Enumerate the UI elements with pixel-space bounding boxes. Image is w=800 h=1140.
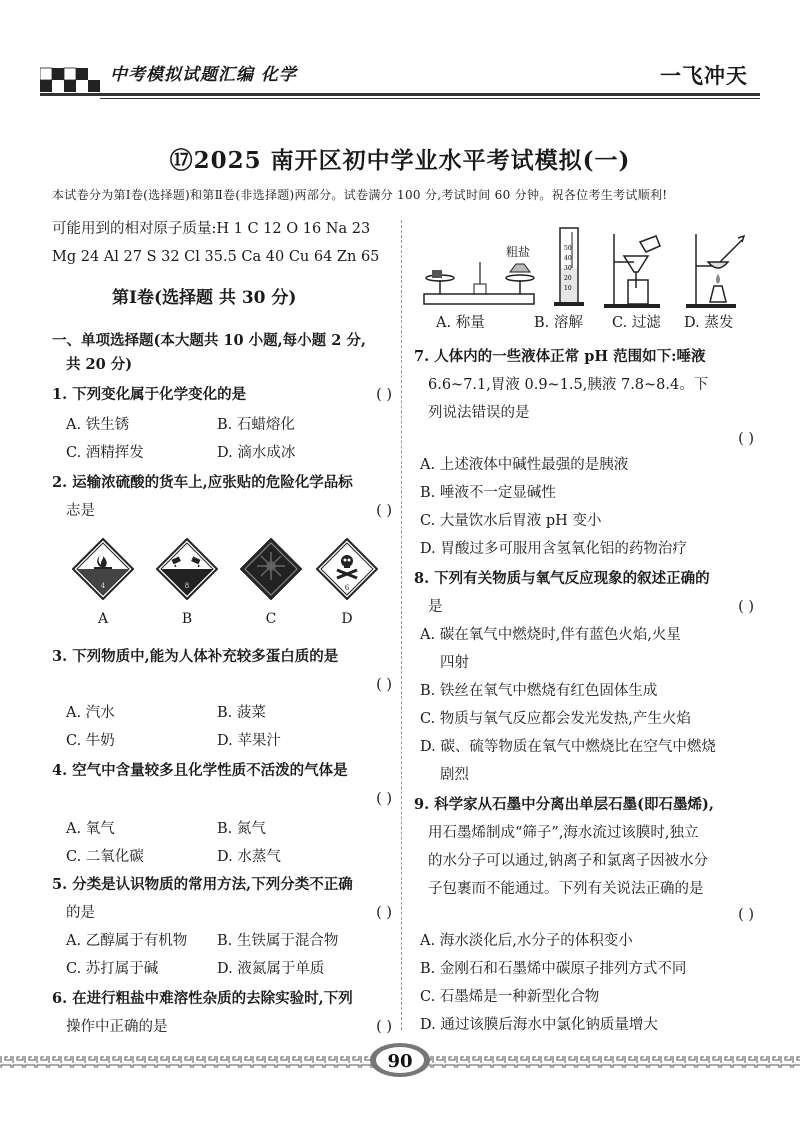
q6-option-d: D. 蒸发 — [684, 315, 734, 331]
q8-option-a-line-1: A. 碳在氧气中燃烧时,伴有蓝色火焰,火星 — [420, 627, 681, 643]
q5-stem-line-2: 的是 — [66, 905, 95, 921]
q2-stem-line-1: 2. 运输浓硫酸的货车上,应张贴的危险化学品标 — [52, 474, 353, 491]
q1-option-a: A. 铁生锈 — [66, 417, 130, 433]
filtration-setup-icon — [604, 234, 660, 308]
q9-answer-bracket: ( ) — [738, 907, 754, 923]
q2-stem-line-2: 志是 — [66, 503, 95, 519]
q8-option-d-line-2: 剧烈 — [440, 767, 469, 783]
q6-answer-bracket: ( ) — [376, 1019, 392, 1035]
q5-stem-line-1: 5. 分类是认识物质的常用方法,下列分类不正确 — [52, 876, 353, 893]
exam-intro: 本试卷分为第Ⅰ卷(选择题)和第Ⅱ卷(非选择题)两部分。试卷满分 100 分,考试时间 60 分钟。祝各位考生考试顺利! — [52, 188, 668, 202]
q4-option-c: C. 二氧化碳 — [66, 849, 144, 865]
q3-option-b: B. 菠菜 — [217, 705, 266, 721]
q3-stem: 3. 下列物质中,能为人体补充较多蛋白质的是 — [52, 648, 339, 665]
q8-option-d-line-1: D. 碳、硫等物质在氧气中燃烧比在空气中燃烧 — [420, 739, 716, 755]
q9-stem-line-2: 用石墨烯制成“筛子”,海水流过该膜时,独立 — [428, 825, 699, 841]
header-rule — [40, 93, 760, 96]
header-logo: 一飞冲天 — [660, 64, 748, 88]
evaporation-setup-icon — [686, 234, 744, 308]
explosive-hazard-sign-icon — [240, 538, 302, 600]
salt-label: 粗盐 — [506, 245, 531, 259]
sign-b-number: 8 — [184, 582, 190, 590]
balance-icon — [424, 262, 534, 304]
q3-answer-bracket: ( ) — [376, 677, 392, 693]
q7-option-a: A. 上述液体中碱性最强的是胰液 — [420, 457, 629, 473]
q5-answer-bracket: ( ) — [376, 905, 392, 921]
q6-stem-line-2: 操作中正确的是 — [66, 1019, 168, 1035]
q9-stem-line-4: 子包裹而不能通过。下列有关说法正确的是 — [428, 881, 704, 897]
q4-option-a: A. 氧气 — [66, 821, 115, 837]
q9-stem-line-1: 9. 科学家从石墨中分离出单层石墨(即石墨烯), — [414, 796, 714, 813]
q2-label-b: B — [181, 611, 193, 627]
toxic-hazard-sign-icon — [316, 538, 378, 600]
q1-option-c: C. 酒精挥发 — [66, 445, 144, 461]
column-divider — [401, 220, 402, 1030]
atomic-mass-line-1: 可能用到的相对原子质量:H 1 C 12 O 16 Na 23 — [52, 221, 371, 237]
q8-option-a-line-2: 四射 — [440, 655, 469, 671]
q6-option-c: C. 过滤 — [612, 315, 661, 331]
q5-option-c: C. 苏打属于碱 — [66, 961, 159, 977]
q5-option-a: A. 乙醇属于有机物 — [66, 933, 188, 949]
svg-text:10: 10 — [564, 285, 572, 292]
q8-stem-line-1: 8. 下列有关物质与氧气反应现象的叙述正确的 — [414, 570, 710, 587]
q8-answer-bracket: ( ) — [738, 599, 754, 615]
sign-d-number: 6 — [344, 584, 350, 592]
q6-stem-line-1: 6. 在进行粗盐中难溶性杂质的去除实验时,下列 — [52, 990, 353, 1007]
svg-text:30: 30 — [564, 265, 572, 272]
q7-stem-line-1: 7. 人体内的一些液体正常 pH 范围如下:唾液 — [414, 348, 706, 365]
q2-label-d: D — [341, 611, 353, 627]
header-rule-thin — [100, 98, 760, 99]
q5-option-b: B. 生铁属于混合物 — [217, 933, 339, 949]
q2-answer-bracket: ( ) — [376, 503, 392, 519]
q9-option-d: D. 通过该膜后海水中氯化钠质量增大 — [420, 1017, 658, 1033]
q4-answer-bracket: ( ) — [376, 791, 392, 807]
q4-stem: 4. 空气中含量较多且化学性质不活泼的气体是 — [52, 762, 348, 779]
q5-option-d: D. 液氮属于单质 — [217, 961, 325, 977]
corrosive-hazard-sign-icon — [156, 538, 218, 600]
q9-option-c: C. 石墨烯是一种新型化合物 — [420, 989, 600, 1005]
q3-option-d: D. 苹果汁 — [217, 733, 281, 749]
flammable-solid-hazard-sign-icon — [72, 538, 134, 600]
q6-option-a: A. 称量 — [436, 315, 485, 331]
q7-option-d: D. 胃酸过多可服用含氢氧化铝的药物治疗 — [420, 541, 687, 557]
section-1-title: 第Ⅰ卷(选择题 共 30 分) — [112, 288, 297, 308]
q4-option-d: D. 水蒸气 — [217, 849, 281, 865]
q1-option-d: D. 滴水成冰 — [217, 445, 296, 461]
q2-label-a: A — [97, 611, 109, 627]
part-1-heading-line-1: 一、单项选择题(本大题共 10 小题,每小题 2 分, — [52, 332, 366, 349]
q6-option-b: B. 溶解 — [534, 315, 583, 331]
header-checker-pattern-icon — [40, 60, 100, 96]
sign-a-number: 4 — [100, 582, 106, 590]
q1-stem: 1. 下列变化属于化学变化的是 — [52, 386, 247, 403]
q8-option-c: C. 物质与氧气反应都会发光发热,产生火焰 — [420, 711, 691, 727]
svg-text:50: 50 — [564, 245, 572, 252]
graduated-cylinder-icon — [554, 228, 584, 306]
q2-label-c: C — [265, 611, 277, 627]
svg-text:40: 40 — [564, 255, 572, 262]
exam-title: ⑰2025 南开区初中学业水平考试模拟(一) — [169, 147, 631, 174]
q8-option-b: B. 铁丝在氧气中燃烧有红色固体生成 — [420, 683, 658, 699]
q4-option-b: B. 氮气 — [217, 821, 266, 837]
lab-apparatus-figure — [420, 222, 754, 310]
page-number-badge — [368, 1040, 432, 1080]
q7-stem-line-2: 6.6~7.1,胃液 0.9~1.5,胰液 7.8~8.4。下 — [428, 377, 709, 393]
header-series-title: 中考模拟试题汇编 化学 — [110, 65, 297, 85]
q9-option-a: A. 海水淡化后,水分子的体积变小 — [420, 933, 633, 949]
page-number: 90 — [387, 1051, 413, 1072]
q7-stem-line-3: 列说法错误的是 — [428, 405, 530, 421]
q3-option-c: C. 牛奶 — [66, 733, 115, 749]
q1-option-b: B. 石蜡熔化 — [217, 417, 295, 433]
svg-text:20: 20 — [564, 275, 572, 282]
q8-stem-line-2: 是 — [428, 599, 443, 615]
q3-option-a: A. 汽水 — [66, 705, 115, 721]
q9-stem-line-3: 的水分子可以通过,钠离子和氯离子因被水分 — [428, 853, 709, 869]
q7-answer-bracket: ( ) — [738, 431, 754, 447]
q7-option-c: C. 大量饮水后胃液 pH 变小 — [420, 513, 602, 529]
q1-answer-bracket: ( ) — [376, 387, 392, 403]
q9-option-b: B. 金刚石和石墨烯中碳原子排列方式不同 — [420, 961, 687, 977]
q7-option-b: B. 唾液不一定显碱性 — [420, 485, 556, 501]
atomic-mass-line-2: Mg 24 Al 27 S 32 Cl 35.5 Ca 40 Cu 64 Zn 65 — [52, 249, 380, 265]
part-1-heading-line-2: 共 20 分) — [66, 356, 133, 373]
